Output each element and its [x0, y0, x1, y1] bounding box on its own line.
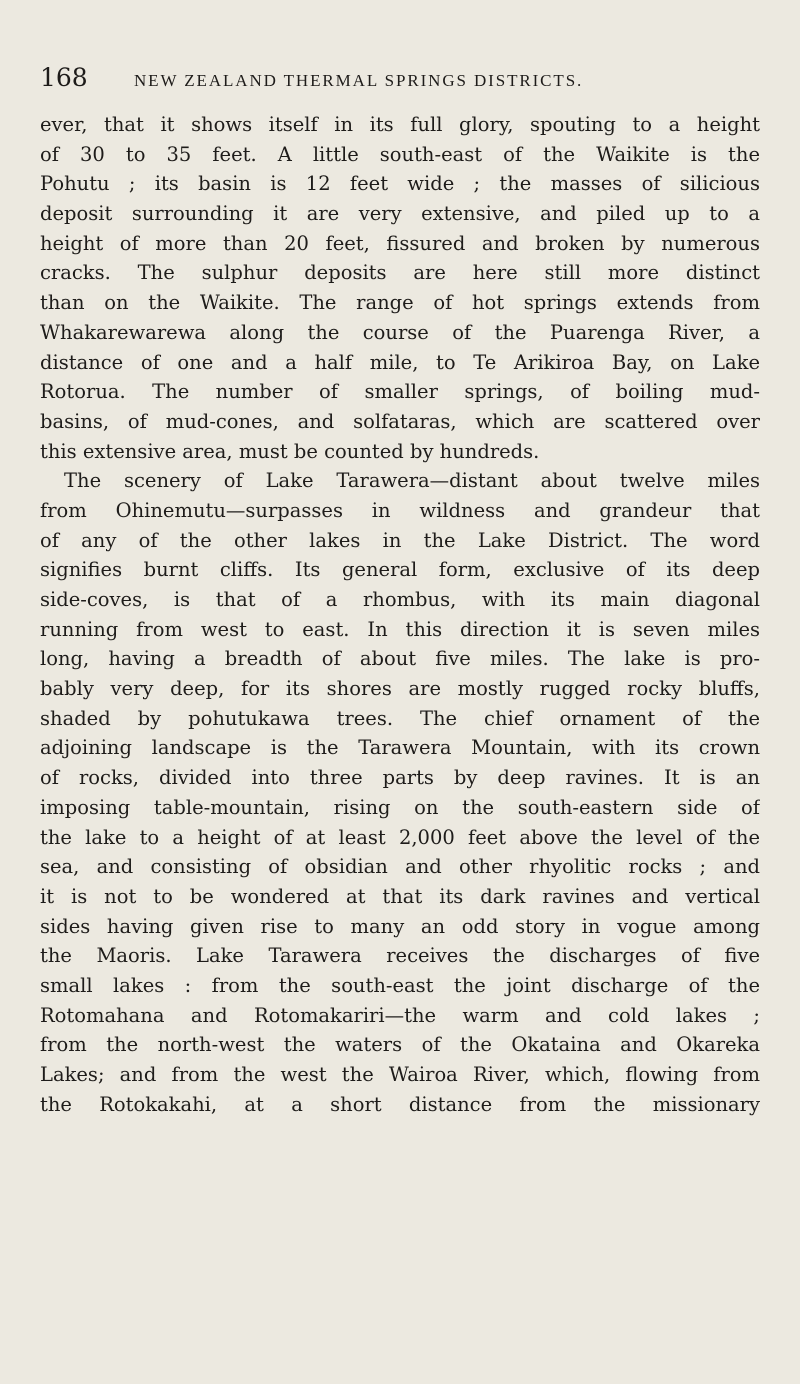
text-line: sides having given rise to many an odd story in vogue among [40, 914, 760, 938]
text-line: shaded by pohutukawa trees. The chief ornament of the [40, 706, 760, 730]
text-line: sea, and consisting of obsidian and other rhyolitic rocks ; and [40, 855, 760, 879]
text-line: Lakes; and from the west the Wairoa River, which, flowing from [40, 1063, 760, 1086]
text-line: than on the Waikite. The range of hot springs extends from [40, 291, 760, 315]
text-line: Rotomahana and Rotomakariri—the warm and cold lakes ; [40, 1003, 760, 1027]
text-line: long, having a breadth of about five miles. The lake is pro- [40, 647, 760, 671]
text-line: small lakes : from the south-east the joint discharge of the [40, 973, 760, 997]
text-line: from the north-west the waters of the Okataina and Okareka [40, 1033, 760, 1057]
running-title: NEW ZEALAND THERMAL SPRINGS DISTRICTS. [134, 71, 584, 90]
text-line: from Ohinemutu—surpasses in wildness and grandeur that [40, 498, 760, 522]
text-line: side-coves, is that of a rhombus, with its main diagonal [40, 588, 760, 611]
text-line: adjoining landscape is the Tarawera Mountain, with its crown [40, 736, 760, 760]
text-line: the lake to a height of at least 2,000 feet above the level of the [40, 825, 760, 849]
text-line: bably very deep, for its shores are mostly rugged rocky bluffs, [40, 677, 760, 701]
text-line: the Maoris. Lake Tarawera receives the discharges of five [40, 944, 760, 968]
text-line: Rotorua. The number of smaller springs, of boiling mud- [40, 380, 760, 404]
text-line: of any of the other lakes in the Lake District. The word [40, 528, 760, 552]
text-line: running from west to east. In this direction it is seven miles [40, 617, 760, 641]
text-line: signifies burnt cliffs. Its general form, exclusive of its deep [40, 558, 760, 582]
text-line: of 30 to 35 feet. A little south-east of the Waikite is the [40, 142, 760, 166]
text-line: ever, that it shows itself in its full glory, spouting to a height [40, 113, 760, 136]
text-line: Whakarewarewa along the course of the Puarenga River, a [40, 320, 760, 344]
text-line: imposing table-mountain, rising on the south-eastern side of [40, 795, 760, 819]
page-number: 168 [40, 63, 88, 92]
text-line: basins, of mud-cones, and solfataras, which are scattered over [40, 409, 760, 433]
text-line: cracks. The sulphur deposits are here still more distinct [40, 261, 760, 285]
text-line-paragraph-start: The scenery of Lake Tarawera—distant about twelve miles [64, 469, 760, 493]
body-text [40, 110, 800, 1119]
text-line: it is not to be wondered at that its dark ravines and vertical [40, 884, 760, 908]
text-line-paragraph-end: this extensive area, must be counted by hundreds. [40, 439, 540, 463]
text-line: deposit surrounding it are very extensive, and piled up to a [40, 202, 760, 226]
text-line: distance of one and a half mile, to Te Arikiroa Bay, on Lake [40, 350, 760, 374]
text-line: the Rotokakahi, at a short distance from the missionary [40, 1092, 760, 1116]
text-line: Pohutu ; its basin is 12 feet wide ; the masses of silicious [40, 172, 760, 196]
text-line: height of more than 20 feet, fissured and broken by numerous [40, 231, 760, 255]
text-line: of rocks, divided into three parts by deep ravines. It is an [40, 766, 760, 790]
